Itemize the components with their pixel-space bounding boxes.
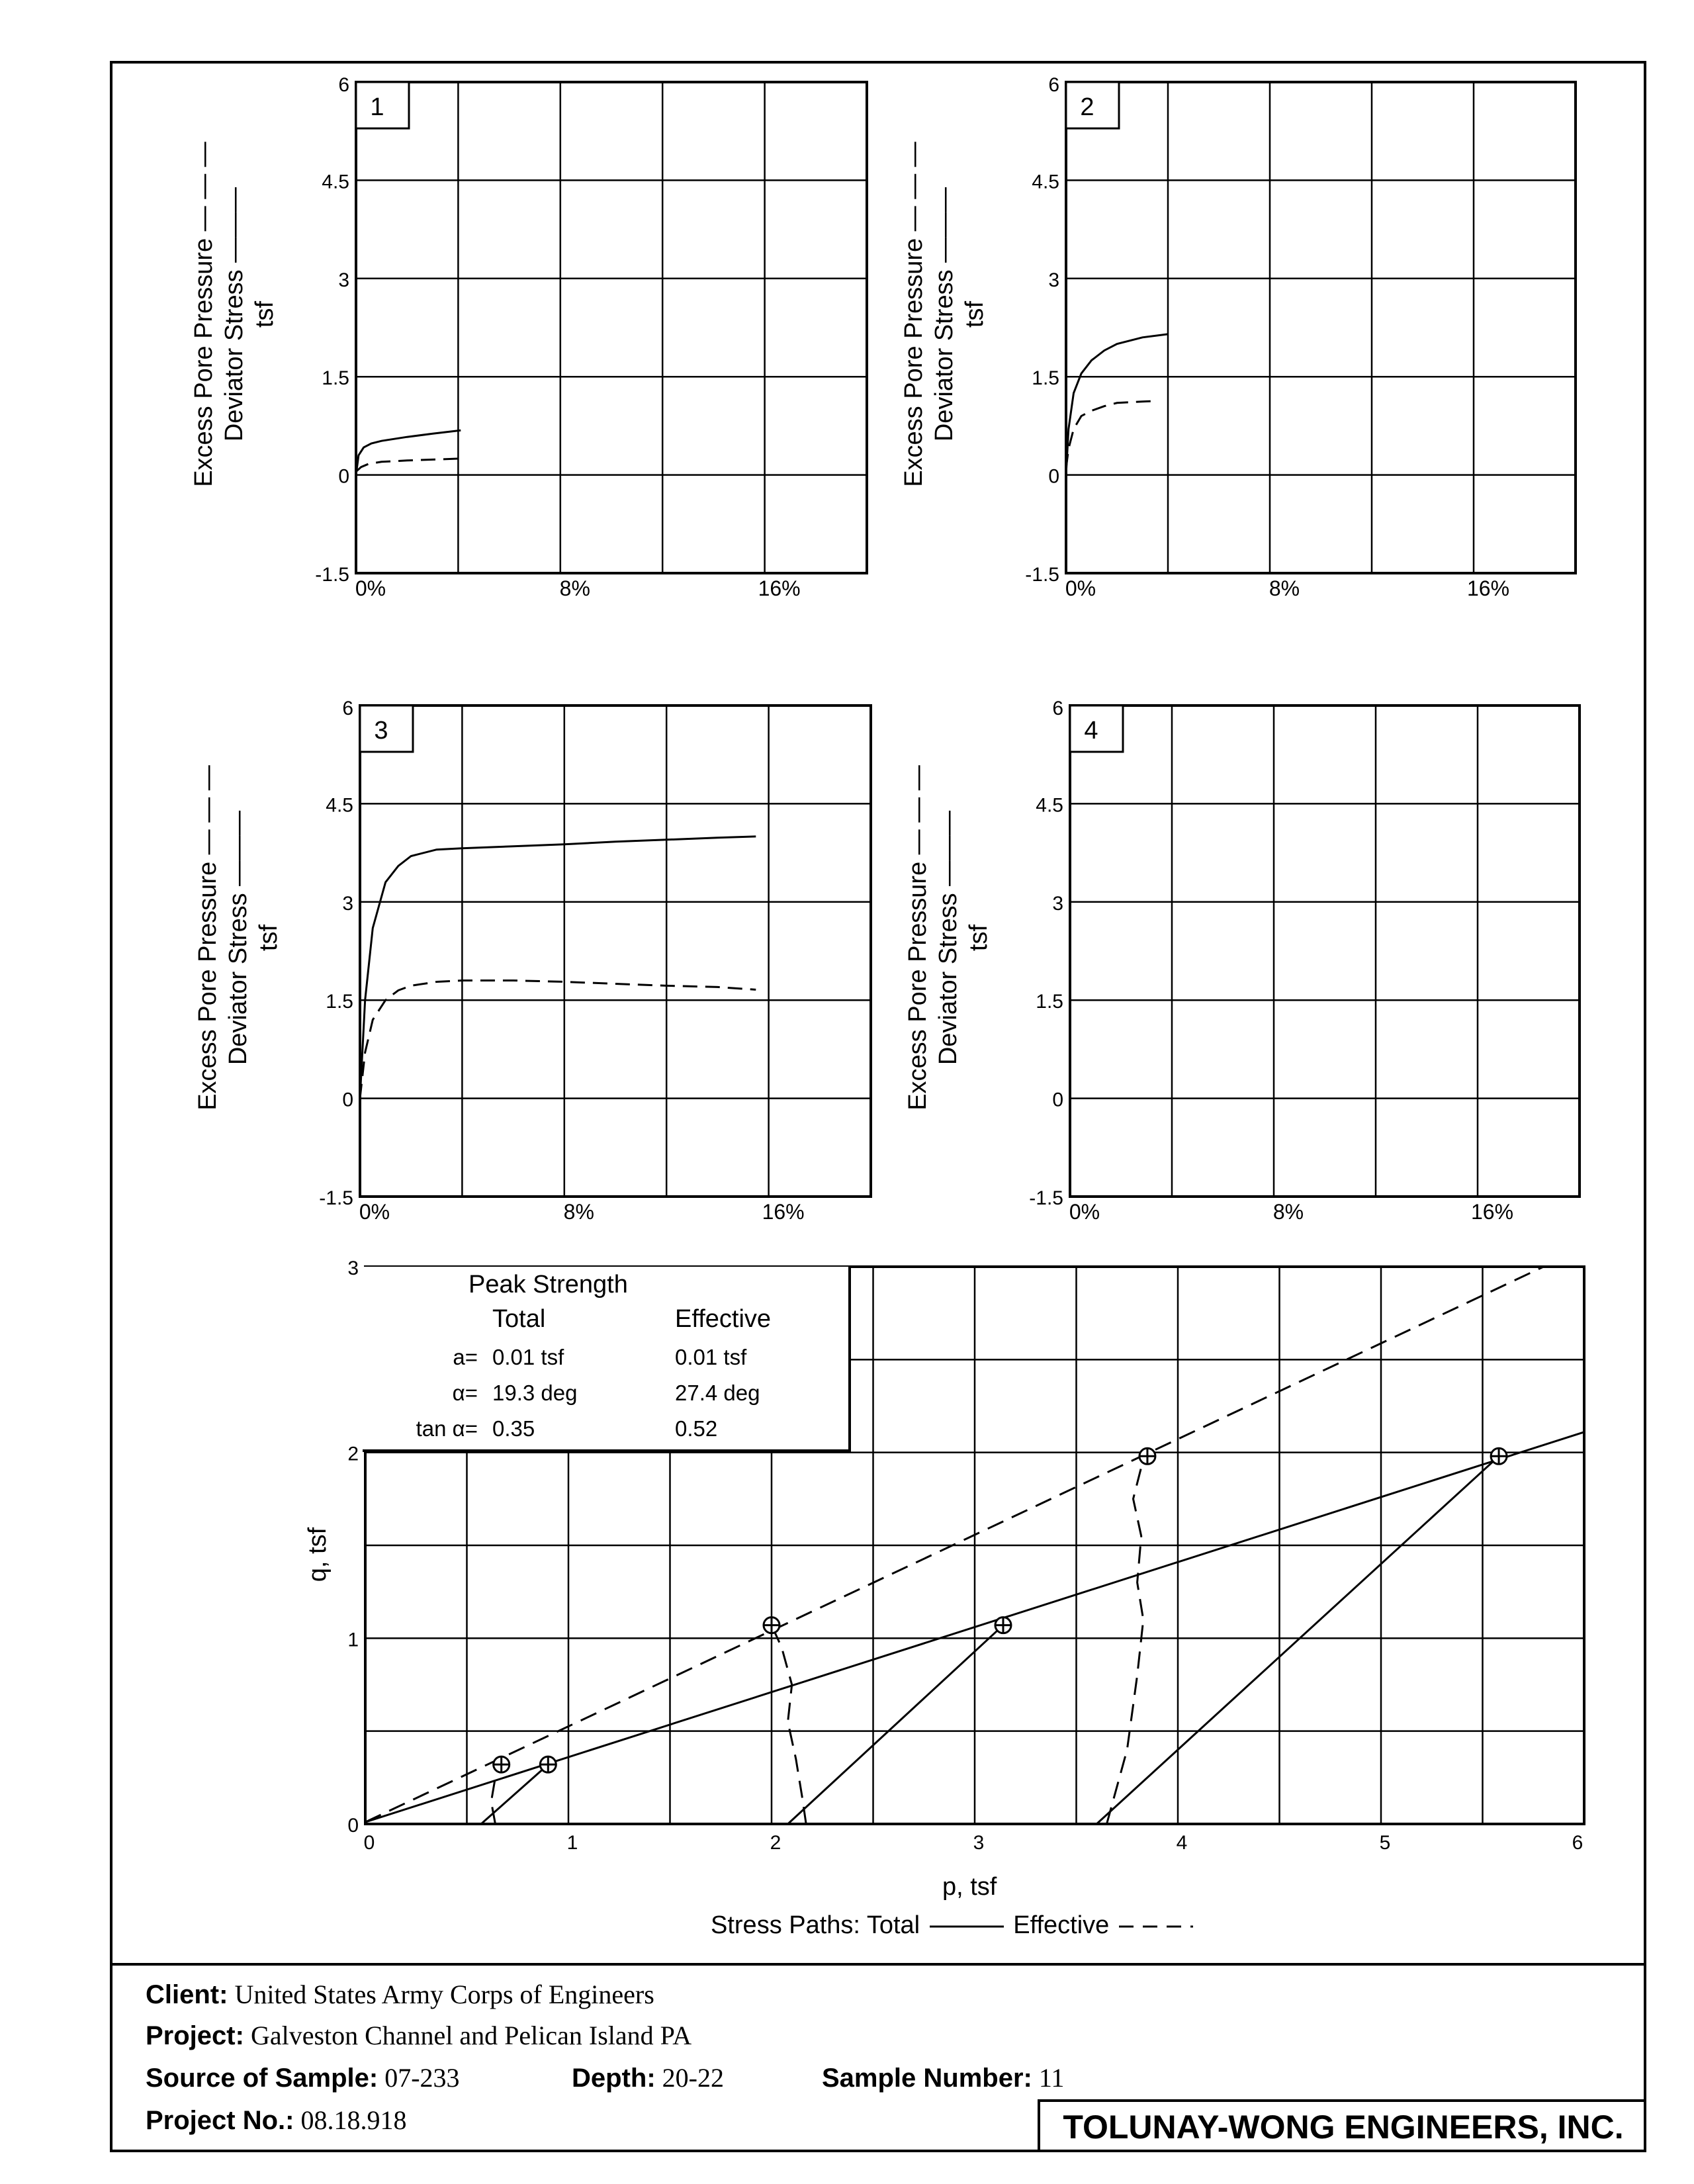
y-tick-label: 1 [347, 1629, 359, 1651]
x-tick-label: 6 [1572, 1832, 1583, 1854]
y-tick-label: 3 [1052, 892, 1063, 915]
y-axis-label-line: tsf [251, 300, 279, 328]
y-tick-label: 1.5 [322, 367, 349, 390]
y-tick-label: 0 [347, 1815, 359, 1837]
panel-border [1066, 82, 1576, 573]
y-axis-label-line: Excess Pore Pressure — — — [190, 142, 218, 487]
row-total: 0.35 [492, 1416, 535, 1441]
x-tick-label: 5 [1379, 1832, 1391, 1854]
panel-border [360, 705, 871, 1197]
pore-pressure-series [356, 459, 461, 472]
projno-value: 08.18.918 [300, 2105, 407, 2135]
effective-stress-path [491, 1764, 501, 1824]
source-label: Source of Sample: [146, 2064, 379, 2093]
y-tick-label: 4.5 [1032, 171, 1059, 193]
client-line [146, 1979, 654, 2010]
source-value: 07-233 [384, 2063, 460, 2093]
deviator-stress-series [1066, 334, 1168, 475]
panel-number: 2 [1080, 93, 1094, 121]
row-label: tan α= [416, 1416, 478, 1441]
y-tick-label: 0 [1052, 1089, 1063, 1111]
col-total: Total [492, 1305, 546, 1333]
y-tick-label: 6 [338, 74, 349, 96]
y-tick-label: -1.5 [319, 1187, 353, 1209]
x-tick-label: 8% [563, 1200, 594, 1224]
y-tick-label: 3 [338, 269, 349, 291]
strain-panel-3 [319, 698, 871, 1224]
projno-line [146, 2105, 406, 2136]
company-name: TOLUNAY-WONG ENGINEERS, INC. [1038, 2099, 1646, 2152]
y-tick-label: 4.5 [1036, 794, 1063, 817]
y-axis-label-line: Excess Pore Pressure — — — [900, 142, 928, 487]
x-tick-label: 0% [359, 1200, 390, 1224]
y-tick-label: 3 [347, 1257, 359, 1279]
row-label: a= [453, 1345, 478, 1369]
x-tick-label: 8% [1272, 1200, 1304, 1224]
x-tick-label: 8% [1269, 576, 1300, 600]
effective-stress-path [772, 1625, 806, 1824]
y-axis-label-line: Excess Pore Pressure — — — [904, 765, 932, 1111]
y-tick-label: 2 [347, 1443, 359, 1465]
peak-point-marker [1139, 1448, 1155, 1464]
peak-point-marker [1491, 1448, 1507, 1464]
panel-number: 1 [370, 93, 384, 121]
strain-panel-4 [1029, 698, 1580, 1224]
y-axis-label-line: tsf [255, 924, 283, 952]
sample-label: Sample Number: [822, 2064, 1032, 2093]
project-label: Project: [146, 2021, 244, 2050]
x-tick-label: 0% [1065, 576, 1096, 600]
y-tick-label: 3 [342, 892, 353, 915]
peak-point-marker [995, 1617, 1011, 1633]
y-tick-label: 1.5 [1036, 991, 1063, 1013]
y-axis-label [190, 142, 279, 487]
x-tick-label: 4 [1176, 1832, 1188, 1854]
depth-label: Depth: [572, 2064, 656, 2093]
info-divider [110, 1963, 1646, 1966]
x-tick-label: 0% [355, 576, 386, 600]
peak-strength-title: Peak Strength [468, 1271, 628, 1298]
source-line [146, 2062, 460, 2093]
y-tick-label: 1.5 [1032, 367, 1059, 390]
panel-number: 4 [1084, 717, 1098, 745]
peak-point-marker [494, 1756, 510, 1772]
y-tick-label: 6 [1052, 698, 1063, 719]
legend-total-line [927, 1922, 1006, 1931]
x-tick-label: 16% [758, 576, 801, 600]
x-tick-label: 8% [559, 576, 590, 600]
pore-pressure-series [1066, 401, 1158, 469]
y-axis-label-line: Deviator Stress ——— [224, 810, 252, 1066]
strain-panel-2 [1025, 74, 1576, 600]
legend-prefix: Stress Paths: [711, 1911, 860, 1939]
x-tick-label: 3 [973, 1832, 985, 1854]
row-effective: 27.4 deg [675, 1381, 760, 1405]
x-tick-label: 16% [1466, 576, 1510, 600]
total-stress-path [788, 1625, 1003, 1824]
client-label: Client: [146, 1980, 228, 2009]
y-axis-label [900, 142, 989, 487]
y-tick-label: 4.5 [322, 171, 349, 193]
pore-pressure-series [360, 981, 756, 1099]
x-tick-label: 16% [1470, 1200, 1514, 1224]
y-tick-label: -1.5 [1029, 1187, 1063, 1209]
legend-effective-line [1116, 1922, 1196, 1931]
stress-ylabel [304, 1527, 332, 1582]
peak-point-marker [540, 1756, 556, 1772]
y-axis-label-line: Deviator Stress ——— [930, 187, 958, 442]
y-axis-label [194, 765, 283, 1111]
stress-xlabel: p, tsf [942, 1873, 997, 1901]
y-tick-label: 6 [342, 698, 353, 719]
strain-panel-1 [315, 74, 867, 600]
y-axis-label-line: Deviator Stress ——— [934, 810, 962, 1066]
panel-number: 3 [374, 717, 388, 745]
x-tick-label: 2 [770, 1832, 781, 1854]
peak-point-marker [764, 1617, 780, 1633]
y-tick-label: 3 [1048, 269, 1059, 291]
y-tick-label: 4.5 [326, 794, 353, 817]
stress-legend [711, 1911, 1196, 1940]
y-axis-label-line: tsf [961, 300, 989, 328]
peak-strength-table [363, 1267, 851, 1452]
y-tick-label: 6 [1048, 74, 1059, 96]
row-total: 0.01 tsf [492, 1345, 564, 1369]
client-value: United States Army Corps of Engineers [234, 1979, 654, 2009]
panel-border [356, 82, 867, 573]
legend-effective: Effective [1013, 1911, 1110, 1939]
x-tick-label: 16% [762, 1200, 805, 1224]
col-effective: Effective [675, 1305, 772, 1333]
sample-line [822, 2062, 1064, 2093]
legend-total: Total [866, 1911, 920, 1939]
effective-stress-path [1107, 1456, 1148, 1824]
total-stress-path [1096, 1456, 1499, 1824]
project-line [146, 2020, 691, 2051]
project-value: Galveston Channel and Pelican Island PA [250, 2021, 692, 2050]
row-total: 19.3 deg [492, 1381, 578, 1405]
y-axis-label-line: Deviator Stress ——— [220, 187, 248, 442]
y-axis-label-line: Excess Pore Pressure — — — [194, 765, 222, 1111]
y-axis-label-line: tsf [965, 924, 993, 952]
y-tick-label: -1.5 [315, 564, 349, 586]
depth-line [572, 2062, 724, 2093]
y-tick-label: -1.5 [1025, 564, 1059, 586]
row-label: α= [452, 1381, 478, 1405]
x-tick-label: 0 [363, 1832, 375, 1854]
y-axis-label [904, 765, 993, 1111]
deviator-stress-series [360, 837, 756, 1099]
row-effective: 0.52 [675, 1416, 718, 1441]
deviator-stress-series [356, 430, 461, 475]
y-tick-label: 0 [1048, 465, 1059, 488]
sample-value: 11 [1038, 2063, 1065, 2093]
y-tick-label: 0 [342, 1089, 353, 1111]
stress-ylabel-text: q, tsf [304, 1527, 332, 1582]
row-effective: 0.01 tsf [675, 1345, 747, 1369]
depth-value: 20-22 [662, 2063, 724, 2093]
x-tick-label: 1 [566, 1832, 578, 1854]
x-tick-label: 0% [1069, 1200, 1100, 1224]
projno-label: Project No.: [146, 2106, 294, 2135]
y-tick-label: 0 [338, 465, 349, 488]
panel-border [1070, 705, 1580, 1197]
y-tick-label: 1.5 [326, 991, 353, 1013]
